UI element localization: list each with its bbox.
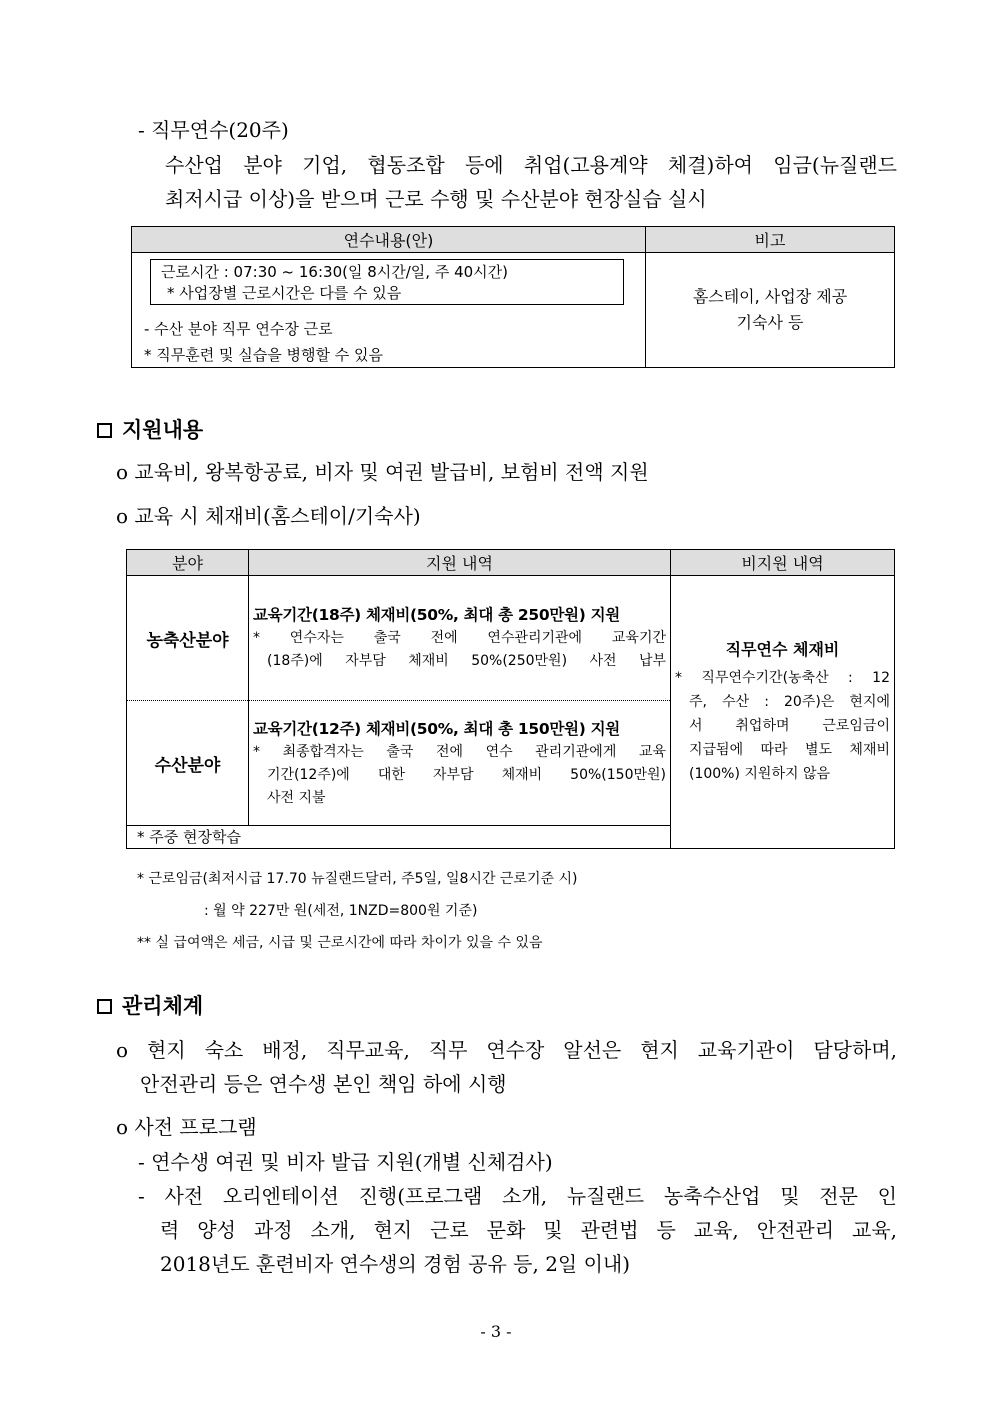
management-heading: [97, 990, 203, 1020]
checkbox-square-icon: [97, 999, 112, 1014]
row-fish-note-3: 사전 지불: [267, 789, 326, 806]
page-number: - 3 -: [480, 1322, 512, 1341]
row-agri-title: 교육기간(18주) 체재비(50%, 최대 총 250만원) 지원: [253, 606, 620, 625]
nonsupport-cell: [671, 576, 895, 849]
management-bullet-1-line-1: o 현지 숙소 배정, 직무교육, 직무 연수장 알선은 현지 교육기관이 담당하며,: [116, 1038, 897, 1062]
support-bullet-2: o 교육 시 체재비(홈스테이/기숙사): [116, 504, 421, 528]
table2-header-nonsupport: 비지원 내역: [671, 550, 895, 576]
table1-remarks-cell: [646, 253, 895, 368]
table1-header-remarks: 비고: [646, 227, 895, 253]
nonsupport-line-2: 주, 수산 : 20주)은 현지에: [689, 694, 890, 711]
pre-program-sub-2-line-3: 2018년도 훈련비자 연수생의 경험 공유 등, 2일 이내): [160, 1252, 631, 1276]
support-table: [126, 549, 895, 849]
footnote-wage: * 근로임금(최저시급 17.70 뉴질랜드달러, 주5일, 일8시간 근로기준 시): [137, 871, 578, 887]
row-fish-title: 교육기간(12주) 체재비(50%, 최대 총 150만원) 지원: [253, 719, 620, 738]
nonsupport-line-4: 지급됨에 따라 별도 체재비: [689, 742, 890, 759]
footnote-monthly: : 월 약 227만 원(세전, 1NZD=800원 기준): [204, 903, 478, 919]
row-agri-note-1: * 연수자는 출국 전에 연수관리기관에 교육기간: [253, 630, 666, 647]
management-heading-text: 관리체계: [122, 994, 204, 1018]
row-fish-note-1: * 최종합격자는 출국 전에 연수 관리기관에게 교육: [253, 743, 666, 760]
management-bullet-2: o 사전 프로그램: [116, 1115, 257, 1139]
row-fish-field: 수산분야: [127, 701, 249, 825]
table2-header-support: 지원 내역: [249, 550, 671, 576]
table1-header-content: 연수내용(안): [132, 227, 646, 253]
intro-subheading: - 직무연수(20주): [138, 118, 289, 142]
nonsupport-line-1: * 직무연수기간(농축산 : 12: [675, 670, 890, 687]
row-agri-support: [249, 576, 671, 701]
footnote-variance: ** 실 급여액은 세금, 시급 및 근로시간에 따라 차이가 있을 수 있음: [137, 935, 543, 951]
nonsupport-title: 직무연수 체재비: [725, 640, 840, 660]
table1-extra-lines: [144, 316, 383, 368]
pre-program-sub-2-line-1: - 사전 오리엔테이션 진행(프로그램 소개, 뉴질랜드 농축수산업 및 전문 인: [138, 1184, 897, 1208]
nonsupport-text: [675, 666, 890, 786]
table1-line-work: - 수산 분야 직무 연수장 근로: [144, 320, 333, 338]
intro-body-line-2: 최저시급 이상)을 받으며 근로 수행 및 수산분야 현장실습 실시: [165, 187, 707, 211]
row-fish-support: [249, 701, 671, 825]
working-hours-box: [150, 259, 624, 305]
table2-footer-note: * 주중 현장학습: [127, 825, 671, 848]
checkbox-square-icon: [97, 423, 112, 438]
pre-program-sub-2-line-2: 력 양성 과정 소개, 현지 근로 문화 및 관련법 등 교육, 안전관리 교육,: [160, 1218, 897, 1242]
support-heading: [97, 414, 203, 444]
table1-content-cell: [132, 253, 646, 368]
pre-program-sub-1: - 연수생 여권 및 비자 발급 지원(개별 신체검사): [138, 1150, 553, 1174]
row-fish-note-2: 기간(12주)에 대한 자부담 체재비 50%(150만원): [267, 766, 666, 783]
support-bullet-1: o 교육비, 왕복항공료, 비자 및 여권 발급비, 보험비 전액 지원: [116, 460, 649, 484]
remarks-line-2: 기숙사 등: [736, 313, 804, 332]
remarks-line-1: 홈스테이, 사업장 제공: [692, 287, 848, 306]
training-content-table: [131, 226, 895, 368]
row-agri-note-2: (18주)에 자부담 체재비 50%(250만원) 사전 납부: [267, 653, 666, 670]
table2-header-field: 분야: [127, 550, 249, 576]
nonsupport-line-5: (100%) 지원하지 않음: [689, 766, 830, 783]
row-agri-field: 농축산분야: [127, 576, 249, 701]
nonsupport-line-3: 서 취업하며 근로임금이: [689, 718, 890, 735]
management-bullet-1-line-2: 안전관리 등은 연수생 본인 책임 하에 시행: [140, 1072, 507, 1096]
table1-line-training: * 직무훈련 및 실습을 병행할 수 있음: [144, 346, 383, 364]
working-hours-note: * 사업장별 근로시간은 다를 수 있음: [167, 284, 402, 302]
intro-body-line-1: 수산업 분야 기업, 협동조합 등에 취업(고용계약 체결)하여 임금(뉴질랜드: [165, 153, 897, 177]
working-hours-text: 근로시간 : 07:30 ~ 16:30(일 8시간/일, 주 40시간): [161, 263, 509, 281]
support-heading-text: 지원내용: [122, 418, 204, 442]
